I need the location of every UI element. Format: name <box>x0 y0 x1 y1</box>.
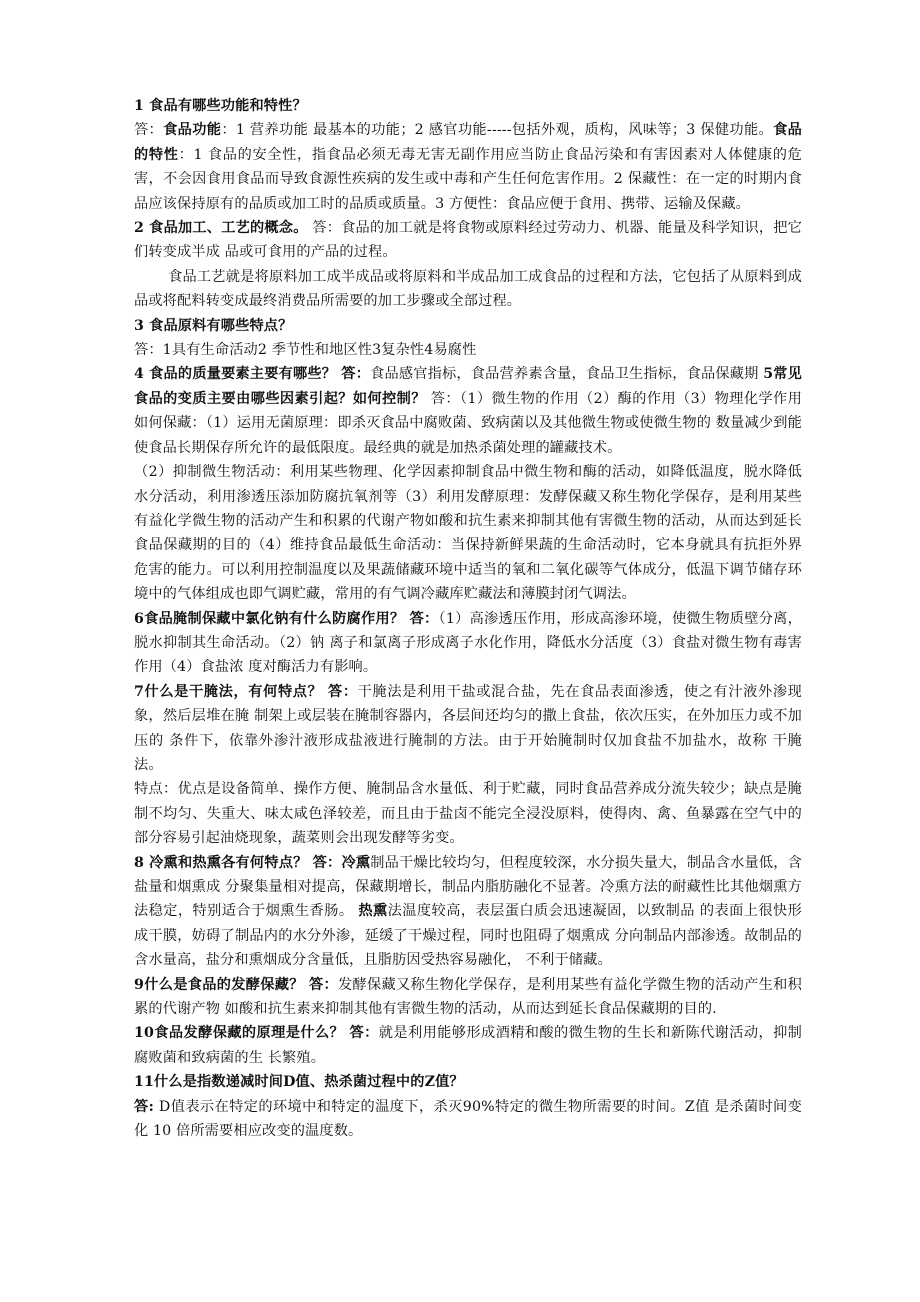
q7-block <box>134 680 802 778</box>
q11-answer: D值表示在特定的环境中和特定的温度下，杀灭90%特定的微生物所需要的时间。Z值 是杀菌时间变化 10 倍所需要相应改变的温度数。 <box>134 1098 802 1140</box>
q2-answer: 答：食品的加工就是将食物或原料经过劳动力、机器、能量及科学知识，把它们转变成半成 品或可食用的产品的过程。 <box>134 220 803 261</box>
q10-heading: 10食品发酵保藏的原理是什么？ <box>134 1025 345 1042</box>
q9-heading: 9什么是食品的发酵保藏？ <box>134 976 304 993</box>
q8-block <box>134 851 802 973</box>
q8-cold-text: 制品干燥比较均匀，但程度较深，水分损失量大，制品含水量低，含盐量和烟熏成 分聚集量相对提高，保藏期增长，制品内脂肪融化不显著。冷熏方法的耐藏性比其他烟熏方 法稳定，特别适合于烟熏生香肠。 <box>134 854 802 920</box>
q7-answer-para2: 特点：优点是设备简单、操作方便、腌制品含水量低、利于贮藏，同时食品营养成分流失较少；缺点是腌制不均匀、失重大、味太咸色泽较差，而且由于盐卤不能完全浸没原料，使得肉、禽、鱼暴露在空气中的部分容易引起油烧现象，蔬菜则会出现发酵等劣变。 <box>134 781 802 847</box>
q4-q5-block <box>134 362 802 460</box>
q11-answer-label: 答: <box>134 1098 154 1115</box>
q11-block <box>134 1095 802 1144</box>
q5-answer: 答：（1）微生物的作用（2）酶的作用（3）物理化学作用 如何保藏：（1）运用无菌原理：即杀灭食品中腐败菌、致病菌以及其他微生物或使微生物的 数量减少到能使食品长期保存所允许的最低限度。最经典的就是加热杀菌处理的罐藏技术。 <box>134 390 802 456</box>
q6-answer: （1）高渗透压作用，形成高渗环境，使微生物质壁分离，脱水抑制其生命活动。（2）钠 离子和氯离子形成离子水化作用，降低水分活度（3）食盐对微生物有毒害作用（4）食盐浓 度对酶活力有影响。 <box>134 610 802 676</box>
q4-answer: 食品感官指标，食品营养素含量，食品卫生指标，食品保藏期 <box>370 366 764 383</box>
q2-block <box>134 216 802 265</box>
document-page <box>134 94 802 1143</box>
q8-answer-label: 答： <box>307 854 342 871</box>
q6-heading: 6食品腌制保藏中氯化钠有什么防腐作用？ <box>134 610 405 627</box>
q1-func-label: 食品功能 <box>163 122 222 139</box>
q1-prop-text: ：1 食品的安全性，指食品必须无毒无害无副作用应当防止食品污染和有害因素对人体健康的危害，不会因食用食品而导致食源性疾病的发生或中毒和产生任何危害作用。2 保藏性：在一定的时期内食品应该保持原有的品质或加工时的品质或质量。3 方便性：食品应便于食用、携带、运输及保藏。 <box>134 146 802 212</box>
q9-answer-label: 答： <box>303 976 339 993</box>
q10-answer-label: 答： <box>344 1025 379 1042</box>
q9-answer: 发酵保藏又称生物化学保存，是利用某些有益化学微生物的活动产生和积累的代谢产物 如酸和抗生素来抑制其他有害微生物的活动，从而达到延长食品保藏期的目的. <box>134 976 802 1018</box>
q6-answer-label: 答： <box>404 610 439 627</box>
q10-block <box>134 1021 802 1070</box>
q2-heading: 2 食品加工、工艺的概念。 <box>134 220 308 237</box>
q5-heading: 5常见食品的变质主要由哪些因素引起？如何控制？ <box>134 366 803 407</box>
q7-heading: 7什么是干腌法，有何特点？ <box>134 683 323 700</box>
q2-answer-para2: 食品工艺就是将原料加工成半成品或将原料和半成品加工成食品的过程和方法，它包括了从原料到成品或将配料转变成最终消费品所需要的加工步骤或全部过程。 <box>134 268 802 310</box>
q1-answer-label: 答： <box>134 122 164 139</box>
q4-heading: 4 食品的质量要素主要有哪些？ <box>134 366 337 383</box>
q5-answer-para2: （2）抑制微生物活动：利用某些物理、化学因素抑制食品中微生物和酶的活动，如降低温度，脱水降低水分活动，利用渗透压添加防腐抗氧剂等（3）利用发酵原理：发酵保藏又称生物化学保存，是利用某些有益化学微生物的活动产生和积累的代谢产物如酸和抗生素来抑制其他有害微生物的活动，从而达到延长食品保藏期的目的（4）维持食品最低生命活动：当保持新鲜果蔬的生命活动时，它本身就具有抗拒外界危害的能力。可以利用控制温度以及果蔬储藏环境中适当的氧和二氧化碳等气体成分，低温下调节储存环境中的气体组成也即气调贮藏，常用的有气调冷藏库贮藏法和薄膜封闭气调法。 <box>134 464 802 603</box>
q3-heading: 3 食品原料有哪些特点？ <box>134 317 293 334</box>
q7-answer: 干腌法是利用干盐或混合盐，先在食品表面渗透，使之有汁液外渗现象，然后层堆在腌 制架上或层装在腌制容器内，各层间还均匀的撒上食盐，依次压实，在外加压力或不加压的 条件下，依靠外渗汁液形成盐液进行腌制的方法。由于开始腌制时仅加食盐不加盐水，故称 干腌法。 <box>134 683 802 773</box>
q3-answer: 答：1具有生命活动2 季节性和地区性3复杂性4易腐性 <box>134 342 477 359</box>
q10-answer: 就是利用能够形成酒精和酸的微生物的生长和新陈代谢活动，抑制腐败菌和致病菌的生 长繁殖。 <box>134 1025 803 1066</box>
q8-hot-label: 热熏 <box>358 903 388 920</box>
q1-prop-label: 食品的特性 <box>134 122 802 163</box>
q8-cold-label: 冷熏 <box>341 854 371 871</box>
q1-answer <box>134 118 802 216</box>
q1-heading: 1 食品有哪些功能和特性？ <box>134 98 307 114</box>
q8-heading: 8 冷熏和热熏各有何特点？ <box>134 854 308 871</box>
q6-block <box>134 607 802 680</box>
q7-answer-label: 答： <box>322 683 358 700</box>
q1-func-text: ：1 营养功能 最基本的功能；2 感官功能-----包括外观，质构，风味等；3 保健功能。 <box>221 122 774 139</box>
q9-block <box>134 973 802 1022</box>
q4-answer-label: 答： <box>336 366 371 383</box>
q8-hot-text: 法温度较高，表层蛋白质会迅速凝固，以致制品 的表面上很快形成干膜，妨碍了制品内的水分外渗，延缓了干燥过程，同时也阻碍了烟熏成 分向制品内部渗透。故制品的含水量高，盐分和熏烟成分含量低，且脂肪因受热容易融化， 不利于储藏。 <box>134 903 802 969</box>
q11-heading: 11什么是指数递减时间D值、热杀菌过程中的Z值？ <box>134 1074 464 1091</box>
